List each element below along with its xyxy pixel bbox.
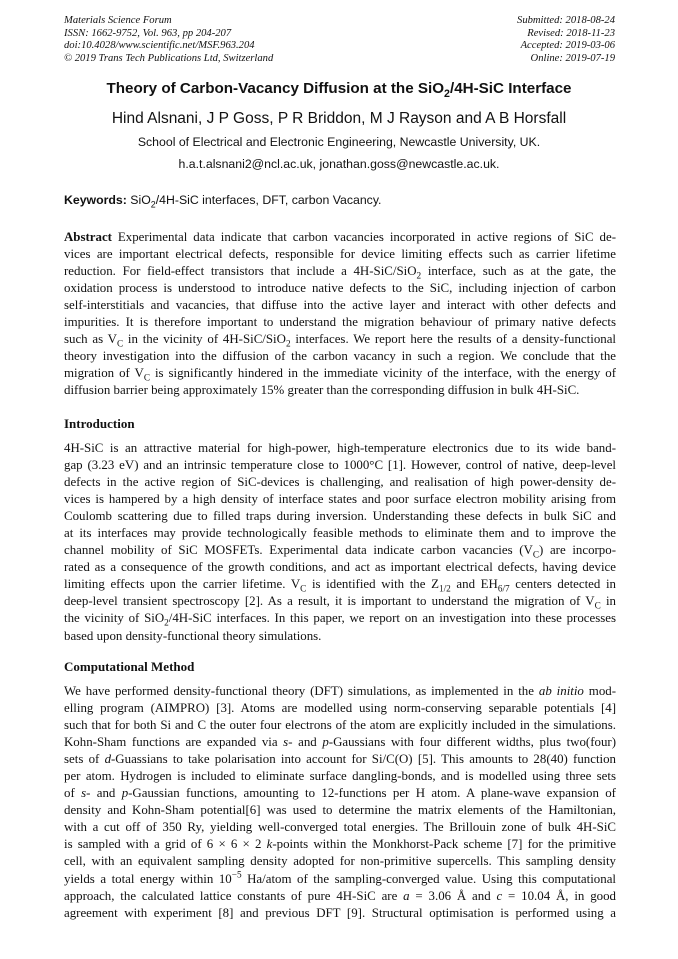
running-header-left (64, 15, 273, 65)
journal-name: Materials Science Forum (64, 15, 172, 26)
section-heading-introduction: Introduction (64, 416, 135, 431)
introduction-paragraph: 4H-SiC is an attractive material for high-power, high-temperature electronics due to its wide band- gap (3.23 eV) and an intrinsic temperature close to 1000°C [1]. However, control of native, deep-level defects in the active region of SiC-devices is challenging, and realisation of high power-density de- vices is hampered by a high density of interface states and poor surface electron mobility arising from Coulomb scattering due to filled traps during inversion. Understanding these defects in bulk SiC and at its interfaces may provide technologically feasible methods to eliminate them and to improve the channel mobility of SiC MOSFETs. Experimental data indicate carbon vacancies $(V_C)$ are incorpo- rated as a consequence of the growth conditions, and act as important electrical defects, having device limiting effects upon the carrier lifetime. $V_C$ is identified with the $Z_{1/2}$ and $EH_{6/7}$ centers detected in deep-level transient spectroscopy [2]. As a result, it is important to understand the migration of $V_C$ in the vicinity of SiO$_2$/4H-SiC interfaces. In this paper, we report on an investigation into these processes based upon density-functional theory simulations. (64, 441, 616, 643)
keywords: Keywords: SiO$_2$/4H-SiC interfaces, DFT, carbon Vacancy. (64, 193, 382, 210)
contact-emails: h.a.t.alsnani2@ncl.ac.uk, jonathan.goss@newcastle.ac.uk. (178, 157, 500, 171)
affiliation: School of Electrical and Electronic Engineering, Newcastle University, UK. (137, 135, 541, 149)
method-paragraph: We have performed density-functional theory (DFT) simulations, as implemented in the ab initio mod- elling program (AIMPRO) [3]. Atoms are modelled using norm-conserving separable potentials [4] such that for both Si and C the outer four electrons of the atom are explicitly included in the simulations. Kohn-Sham functions are expanded via s- and p-Gaussians with four different widths, plus two(four) sets of d-Guassians to take polarisation into account for Si/C(O) [5]. This amounts to 28(40) function per atom. Hydrogen is included to eliminate surface dangling-bonds, and is modelled using three sets of s- and p-Gaussian functions, amounting to 12-functions per H atom. A plane-wave expansion of density and Kohn-Sham potential[6] was used to determine the matrix elements of the Hamiltonian, with a cut off of 350 Ry, yielding well-converged total energies. The Brillouin zone of bulk 4H-SiC is sampled with a grid of 6 × 6 × 2 k-points within the Monkhorst-Pack scheme [7] for the primitive cell, with an equivalent sampling density adopted for non-primitive supercells. This sampling density yields a total energy within $10^{-5}$ Ha/atom of the sampling-converged value. Using this computational approach, the calculated lattice constants of pure 4H-SiC are a = 3.06 Å and c = 10.04 Å, in good agreement with experiment [8] and previous DFT [9]. Structural optimisation is performed using a (64, 684, 616, 920)
abstract-label: Abstract (64, 230, 112, 244)
section-heading-computational-method: Computational Method (64, 659, 195, 674)
author-list: Hind Alsnani, J P Goss, P R Briddon, M J Rayson and A B Horsfall (111, 110, 567, 127)
abstract-paragraph: Abstract Experimental data indicate that carbon vacancies incorporated in active regions of SiC de- vices are important electrical defects, responsible for device limiting effects such as carrier lifetime reduction. For field-effect transistors that include a 4H-SiC/SiO$_2$ interface, such as at the gate, the oxidation process is understood to introduce native defects to the SiC, including injection of carbon self-interstitials and vacancies, that diffuse into the active layer and interact with other defects and impurities. It is therefore important to understand the migration behaviour of primary native defects such as $V_C$ in the vicinity of 4H-SiC/SiO$_2$ interfaces. We report here the results of a density-functional theory investigation into the diffusion of the carbon vacancy in such a region. We conclude that the migration of $V_C$ is significantly hindered in the immediate vicinity of the interface, with the energy of diffusion barrier being approximately 15% greater than the corresponding diffusion in bulk 4H-SiC. (64, 230, 616, 398)
copyright-line: © 2019 Trans Tech Publications Ltd, Switzerland (64, 52, 274, 64)
running-header-right (517, 15, 615, 65)
paper-title: Theory of Carbon-Vacancy Diffusion at the SiO$_2$/4H-SiC Interface (106, 80, 572, 101)
accepted-date: Accepted: 2019-03-06 (520, 40, 615, 52)
revised-date: Revised: 2018-11-23 (527, 27, 615, 39)
doi-line: doi:10.4028/www.scientific.net/MSF.963.204 (64, 40, 255, 52)
issn-line: ISSN: 1662-9752, Vol. 963, pp 204-207 (64, 27, 232, 39)
submitted-date: Submitted: 2018-08-24 (517, 15, 615, 26)
online-date: Online: 2019-07-19 (530, 52, 615, 64)
